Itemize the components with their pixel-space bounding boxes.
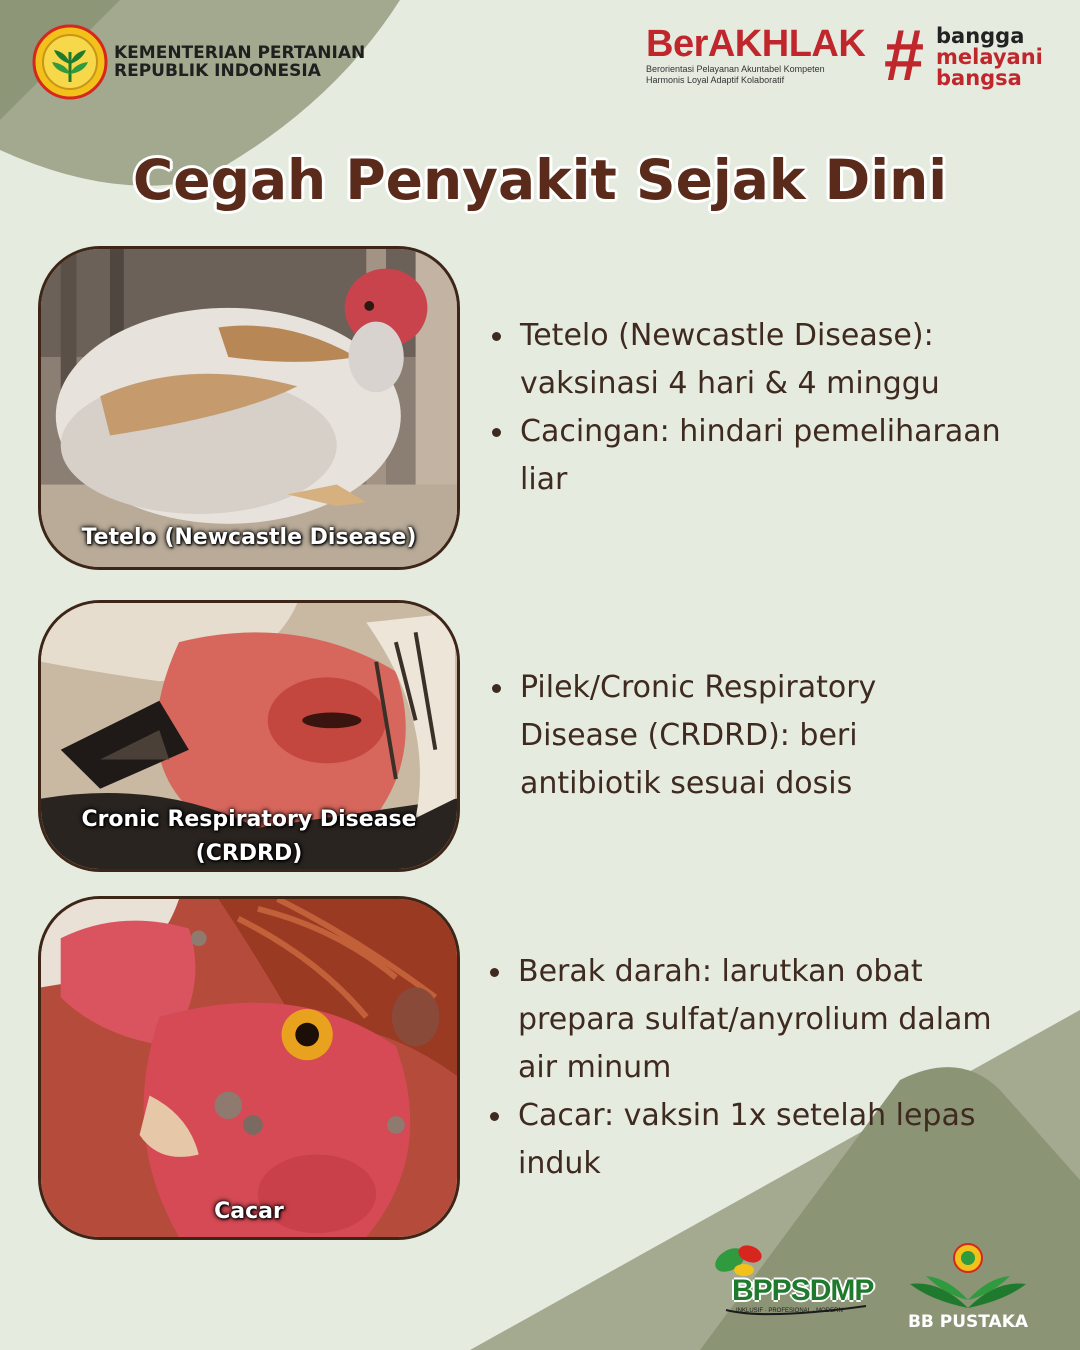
berakhlak-tagline-2: Harmonis Loyal Adaptif Kolaboratif (646, 75, 785, 85)
photo-caption: Cacar (214, 1199, 284, 1224)
bullet-item: Cacar: vaksin 1x setelah lepas induk (488, 1092, 1028, 1188)
photo-caption: Tetelo (Newcastle Disease) (81, 525, 417, 550)
bullet-list-cacar (488, 948, 1028, 1188)
bppsdmp-logo (706, 1240, 872, 1322)
photo-caption: Cronic Respiratory Disease (81, 807, 417, 832)
bangga-melayani-bangsa-logo (884, 16, 1054, 96)
melayani-word: melayani (936, 45, 1043, 69)
photo-card-crdrd (38, 600, 460, 872)
ministry-logo (32, 24, 365, 100)
bppsdmp-tagline: INKLUSIF · PROFESIONAL · MODERN (736, 1308, 843, 1314)
page-title: Cegah Penyakit Sejak Dini (132, 148, 948, 212)
bangga-word: bangga (936, 24, 1025, 48)
berakhlak-logo (646, 24, 866, 86)
berakhlak-tagline-1: Berorientasi Pelayanan Akuntabel Kompeten (646, 64, 825, 74)
photo-card-tetelo (38, 246, 460, 570)
bullet-item: Tetelo (Newcastle Disease): vaksinasi 4 hari & 4 minggu (490, 312, 1050, 408)
berakhlak-title: BerAKHLAK (646, 23, 866, 65)
bullet-item: Pilek/Cronic Respiratory Disease (CRDRD): beri antibiotik sesuai dosis (490, 664, 940, 808)
bb-pustaka-logo (900, 1240, 1036, 1330)
hashtag-icon: # (884, 16, 925, 96)
bb-pustaka-emblem-icon (900, 1240, 1036, 1312)
photo-caption-line2: (CRDRD) (195, 841, 303, 866)
bullet-list-crdrd (490, 664, 940, 808)
chicken-fowlpox-photo (41, 899, 457, 1237)
photo-card-cacar (38, 896, 460, 1240)
sick-chicken-photo (41, 249, 457, 567)
bullet-list-tetelo (490, 312, 1050, 504)
ministry-emblem-icon (32, 24, 108, 100)
ministry-name-line1: KEMENTERIAN PERTANIAN (114, 43, 366, 63)
ministry-name-line2: REPUBLIK INDONESIA (114, 61, 321, 81)
bullet-item: Berak darah: larutkan obat prepara sulfat/anyrolium dalam air minum (488, 948, 1028, 1092)
bppsdmp-wordmark: BPPSDMP (732, 1274, 874, 1307)
bb-pustaka-label: BB PUSTAKA (907, 1312, 1029, 1332)
bullet-item: Cacingan: hindari pemeliharaan liar (490, 408, 1050, 504)
bangsa-word: bangsa (936, 66, 1022, 90)
